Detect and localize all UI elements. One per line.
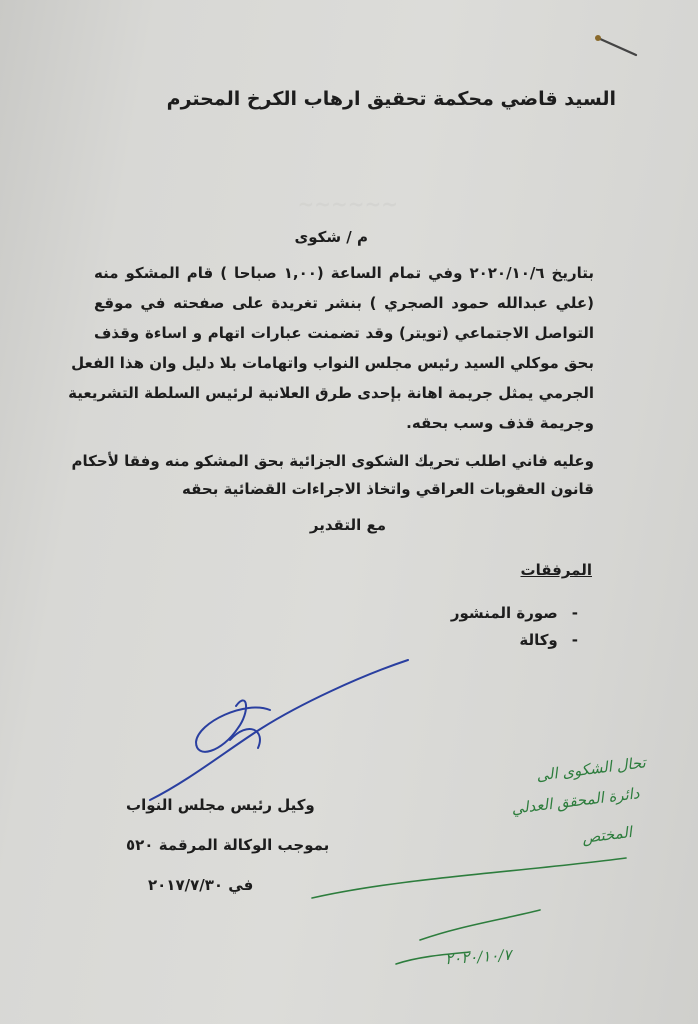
attachment-bullet: - [571, 631, 578, 649]
attachment-label: صورة المنشور [450, 604, 558, 622]
body-line-4: بحق موكلي السيد رئيس مجلس النواب واتهامات بلا دليل وان هذا الفعل [71, 354, 594, 372]
signature-scribble [150, 660, 408, 800]
addressee-title: السيد قاضي محكمة تحقيق ارهاب الكرخ المحترم [166, 88, 616, 110]
attachments-heading: المرفقات [520, 561, 592, 579]
handwritten-note-line-2: دائرة المحقق العدلي [510, 784, 641, 818]
body-line-1: بتاريخ ٢٠٢٠/١٠/٦ وفي تمام الساعة (١,٠٠ صباحا ) قام المشكو منه [94, 264, 594, 282]
handwritten-note-date: ٢٠٢٠/١٠/٧ [444, 945, 513, 969]
attachment-label: وكالة [519, 631, 558, 649]
request-line-2: قانون العقوبات العراقي واتخاذ الاجراءات القضائية بحقه [181, 480, 594, 498]
body-line-5: الجرمي يمثل جريمة اهانة بإحدى طرق العلانية لرئيس السلطة التشريعية [68, 384, 594, 402]
corner-pin-icon [595, 35, 636, 55]
handwritten-note-line-1: تحال الشكوى الى [535, 753, 647, 785]
request-line-1: وعليه فاني اطلب تحريك الشكوى الجزائية بحق المشكو منه وفقا لأحكام [71, 452, 594, 470]
show-through-text: ~~~~~~ [297, 192, 398, 216]
handwriting-strokes [312, 858, 626, 964]
body-line-3: التواصل الاجتماعي (تويتر) وقد تضمنت عبارات اتهام و اساءة وقذف [94, 324, 594, 342]
handwritten-note-line-3: المختص [581, 823, 633, 847]
power-of-attorney-number: بموجب الوكالة المرقمة ٥٢٠ [126, 836, 330, 854]
body-line-2: (علي عبدالله حمود الصجري ) بنشر تغريدة على صفحته في موقع [94, 294, 594, 312]
closing-phrase: مع التقدير [309, 516, 386, 534]
power-of-attorney-date: في ٢٠١٧/٧/٣٠ [148, 876, 254, 894]
body-line-6: وجريمة قذف وسب بحقه. [406, 414, 594, 432]
subject-line: م / شكوى [294, 228, 368, 246]
attachment-bullet: - [571, 604, 578, 622]
signatory-role: وكيل رئيس مجلس النواب [126, 796, 315, 814]
